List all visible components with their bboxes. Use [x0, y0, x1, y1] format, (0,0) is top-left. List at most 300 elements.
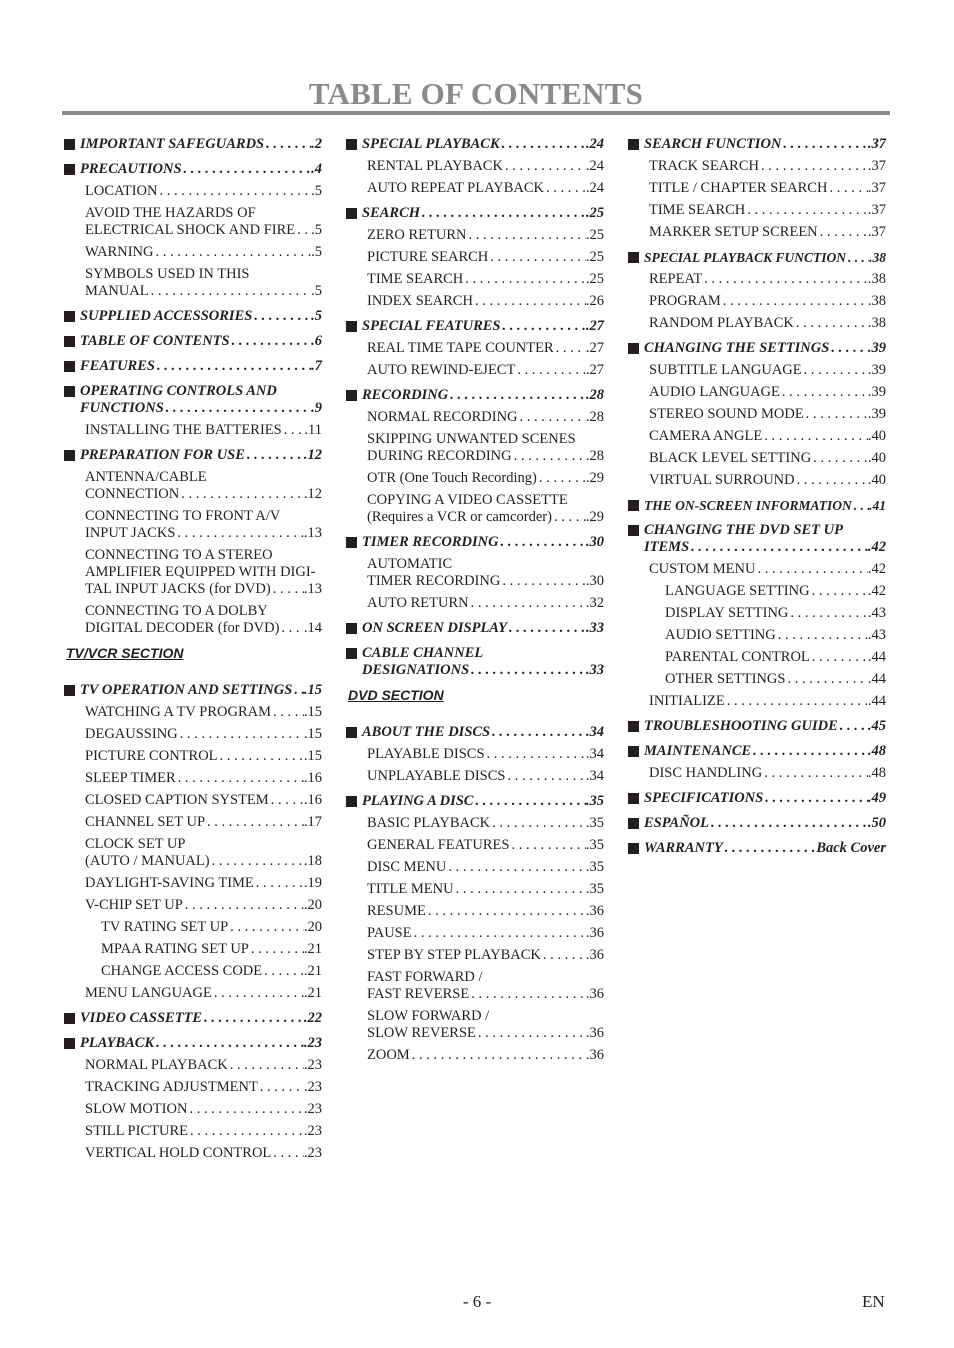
entry-line: [85, 814, 322, 831]
toc-sub-entry: [64, 547, 322, 598]
entry-title: ITEMS: [644, 539, 690, 555]
dot-leader: [500, 318, 585, 335]
toc-sub-entry: [628, 384, 886, 401]
entry-title: ESPAÑOL: [644, 815, 709, 831]
entry-title: SPECIFICATIONS: [644, 790, 764, 806]
entry-title: SLEEP TIMER: [85, 770, 176, 786]
dot-leader: [554, 340, 586, 357]
entry-page: .39: [867, 384, 886, 400]
entry-line: [85, 897, 322, 914]
dot-leader: [552, 509, 586, 526]
entry-title: TAL INPUT JACKS (for DVD): [85, 581, 271, 597]
entry-line: [85, 1079, 322, 1096]
entry-line: [649, 693, 886, 710]
toc-sub-entry: [346, 837, 604, 854]
dot-leader: [473, 293, 586, 310]
entry-line: [644, 249, 886, 266]
entry-line: [80, 308, 322, 325]
entry-title: TIME SEARCH: [367, 271, 464, 287]
entry-page: .20: [303, 897, 322, 913]
entry-line: [367, 249, 604, 266]
entry-title: MANUAL: [85, 283, 149, 299]
entry-line: [85, 704, 322, 721]
entry-page: .34: [585, 746, 604, 762]
toc-main-entry: [628, 249, 886, 266]
entry-title: (Requires a VCR or camcorder): [367, 509, 552, 525]
bullet-square-icon: [64, 1038, 75, 1049]
entry-page: .44: [867, 693, 886, 709]
entry-line: [367, 470, 604, 487]
toc-main-entry: [64, 1035, 322, 1052]
dot-leader: [827, 180, 867, 197]
dot-leader: [500, 136, 586, 153]
entry-page: .20: [303, 919, 322, 935]
toc-main-entry: [64, 308, 322, 325]
entry-title: RENTAL PLAYBACK: [367, 158, 503, 174]
entry-line: [80, 447, 322, 464]
toc-main-entry: [346, 645, 604, 679]
entry-title: CHANGING THE SETTINGS: [644, 340, 830, 356]
entry-title: DEGAUSSING: [85, 726, 178, 742]
toc-main-entry: [346, 793, 604, 810]
entry-line: [367, 947, 604, 964]
dot-leader: [544, 180, 586, 197]
entry-line: [85, 525, 322, 542]
bullet-square-icon: [628, 500, 639, 511]
toc-main-entry: [628, 136, 886, 153]
entry-page: .35: [585, 837, 604, 853]
entry-line: [367, 227, 604, 244]
entry-title: WARRANTY: [644, 840, 723, 856]
entry-title: TRACK SEARCH: [649, 158, 759, 174]
dot-leader: [153, 244, 311, 261]
page-title: TABLE OF CONTENTS: [308, 76, 644, 111]
bullet-square-icon: [64, 361, 75, 372]
dot-leader: [755, 561, 867, 578]
entry-line: [367, 815, 604, 832]
entry-text-line: FAST FORWARD /: [367, 969, 483, 985]
dot-leader: [182, 161, 312, 178]
toc-main-entry: [346, 318, 604, 335]
dot-leader: [818, 224, 868, 241]
dot-leader: [187, 1101, 303, 1118]
entry-title: TITLE MENU: [367, 881, 454, 897]
toc-sub-entry: [346, 158, 604, 175]
entry-title: NORMAL RECORDING: [367, 409, 518, 425]
entry-page: .38: [867, 293, 886, 309]
dot-leader: [781, 136, 867, 153]
entry-text-line: AUTOMATIC: [367, 556, 453, 572]
language-code: EN: [862, 1292, 885, 1311]
bullet-square-icon: [346, 390, 357, 401]
dot-leader: [446, 859, 586, 876]
entry-title: TIMER RECORDING: [362, 534, 499, 550]
bullet-square-icon: [346, 208, 357, 219]
entry-line: [80, 161, 322, 178]
entry-page: .32: [585, 595, 604, 611]
entry-title: SLOW MOTION: [85, 1101, 188, 1117]
entry-page: .34: [585, 768, 604, 784]
entry-line: [367, 271, 604, 288]
entry-title: MPAA RATING SET UP: [101, 941, 249, 957]
toc-sub-entry: [64, 836, 322, 870]
bullet-square-icon: [346, 648, 357, 659]
entry-line: [367, 293, 604, 310]
entry-line: [644, 718, 886, 735]
entry-page: .28: [585, 409, 604, 425]
bullet-square-icon: [628, 252, 639, 263]
entry-page: Back Cover: [816, 840, 886, 856]
entry-title: ABOUT THE DISCS: [362, 724, 491, 740]
toc-sub-entry: [64, 919, 322, 936]
entry-title: SUBTITLE LANGUAGE: [649, 362, 802, 378]
toc-sub-entry: [64, 963, 322, 980]
entry-title: PICTURE SEARCH: [367, 249, 489, 265]
entry-line: [367, 573, 604, 590]
entry-line: [649, 472, 886, 489]
entry-page: .17: [303, 814, 322, 830]
section-heading: DVD SECTION: [348, 687, 444, 703]
dot-leader: [776, 627, 868, 644]
dot-leader: [469, 662, 586, 679]
entry-title: OTR (One Touch Recording): [367, 470, 537, 486]
entry-line: [362, 620, 604, 637]
dot-leader: [228, 1057, 304, 1074]
entry-title: OTHER SETTINGS: [665, 671, 786, 687]
dot-leader: [271, 581, 304, 598]
entry-page: .36: [585, 1047, 604, 1063]
entry-text-line: SLOW FORWARD /: [367, 1008, 490, 1024]
dot-leader: [164, 400, 311, 417]
entry-line: [644, 497, 886, 514]
entry-title: RECORDING: [362, 387, 449, 403]
toc-sub-entry: [64, 748, 322, 765]
toc-sub-entry: [64, 726, 322, 743]
dot-leader: [745, 202, 868, 219]
entry-title: PARENTAL CONTROL: [665, 649, 810, 665]
entry-line: [367, 595, 604, 612]
entry-page: .34: [585, 724, 604, 740]
toc-main-entry: [628, 522, 886, 556]
entry-line: [85, 620, 322, 637]
title-rule: [62, 111, 890, 115]
entry-page: .40: [867, 428, 886, 444]
entry-line: [362, 387, 604, 404]
toc-sub-entry: [64, 183, 322, 200]
entry-title: CUSTOM MENU: [649, 561, 756, 577]
entry-page: .12: [303, 447, 322, 463]
section-heading: TV/VCR SECTION: [66, 645, 184, 661]
entry-page: .38: [867, 315, 886, 331]
dot-leader: [810, 583, 868, 600]
entry-page: .48: [867, 765, 886, 781]
entry-line: [85, 222, 322, 239]
entry-page: .7: [311, 358, 322, 374]
toc-main-entry: [628, 790, 886, 807]
entry-line: [80, 400, 322, 417]
dot-leader: [155, 358, 311, 375]
entry-page: .23: [303, 1145, 322, 1161]
dot-leader: [500, 573, 586, 590]
entry-title: INDEX SEARCH: [367, 293, 473, 309]
toc-column-2: [346, 128, 604, 1069]
bullet-square-icon: [64, 450, 75, 461]
dot-leader: [271, 1145, 304, 1162]
entry-title: PLAYABLE DISCS: [367, 746, 485, 762]
entry-text-line: CONNECTING TO A DOLBY: [85, 603, 268, 619]
dot-leader: [702, 271, 868, 288]
entry-title: TV RATING SET UP: [101, 919, 229, 935]
entry-page: .27: [585, 318, 604, 334]
entry-line: [665, 605, 886, 622]
entry-title: TROUBLESHOOTING GUIDE: [644, 718, 838, 734]
entry-title: PREPARATION FOR USE: [80, 447, 245, 463]
dot-leader: [292, 682, 304, 699]
toc-sub-entry: [628, 693, 886, 710]
entry-line: [665, 583, 886, 600]
toc-sub-entry: [64, 985, 322, 1002]
bullet-square-icon: [346, 139, 357, 150]
bullet-square-icon: [346, 727, 357, 738]
toc-sub-entry: [64, 603, 322, 637]
bullet-square-icon: [64, 386, 75, 397]
entry-page: .5: [311, 308, 322, 324]
entry-title: SLOW REVERSE: [367, 1025, 476, 1041]
entry-page: .39: [867, 362, 886, 378]
entry-line: [649, 428, 886, 445]
dot-leader: [228, 919, 304, 936]
entry-title: TITLE / CHAPTER SEARCH: [649, 180, 828, 196]
entry-page: .22: [303, 1010, 322, 1026]
entry-title: FUNCTIONS: [80, 400, 164, 416]
bullet-square-icon: [628, 525, 639, 536]
entry-title: FEATURES: [80, 358, 155, 374]
entry-page: .36: [585, 903, 604, 919]
entry-page: .24: [585, 158, 604, 174]
entry-page: .36: [585, 947, 604, 963]
entry-text-line: CONNECTING TO A STEREO: [85, 547, 273, 563]
dot-leader: [412, 925, 586, 942]
entry-page: .39: [867, 406, 886, 422]
entry-title: CONNECTION: [85, 486, 180, 502]
toc-column-3: [628, 128, 886, 862]
toc-main-entry: [346, 205, 604, 222]
entry-title: AUTO REPEAT PLAYBACK: [367, 180, 544, 196]
entry-line: [649, 158, 886, 175]
entry-title: INPUT JACKS: [85, 525, 176, 541]
entry-line: [85, 581, 322, 598]
dot-leader: [245, 447, 304, 464]
entry-title: DISPLAY SETTING: [665, 605, 789, 621]
entry-line: [85, 853, 322, 870]
dot-leader: [518, 409, 586, 426]
dot-leader: [689, 539, 868, 556]
toc-sub-entry: [346, 431, 604, 465]
toc-main-entry: [64, 136, 322, 153]
entry-page: .18: [303, 853, 322, 869]
entry-title: ZERO RETURN: [367, 227, 467, 243]
dot-leader: [512, 448, 586, 465]
entry-title: SPECIAL PLAYBACK FUNCTION: [644, 250, 847, 265]
toc-sub-entry: [628, 765, 886, 782]
dot-leader: [763, 790, 868, 807]
toc-sub-entry: [346, 903, 604, 920]
entry-line: [85, 726, 322, 743]
entry-title: DESIGNATIONS: [362, 662, 470, 678]
entry-page: .25: [585, 249, 604, 265]
entry-line: [649, 180, 886, 197]
entry-title: TRACKING ADJUSTMENT: [85, 1079, 258, 1095]
dot-leader: [785, 671, 867, 688]
entry-text-line: CLOCK SET UP: [85, 836, 186, 852]
entry-page: .21: [303, 941, 322, 957]
entry-page: .6: [311, 333, 322, 349]
bullet-square-icon: [346, 321, 357, 332]
dot-leader: [463, 271, 586, 288]
entry-page: .23: [303, 1057, 322, 1073]
entry-page: .5: [311, 183, 322, 199]
bullet-square-icon: [628, 818, 639, 829]
entry-page: .21: [303, 963, 322, 979]
dot-leader: [254, 875, 304, 892]
entry-text-line: CHANGING THE DVD SET UP: [644, 522, 843, 538]
entry-line: [367, 837, 604, 854]
entry-line: [367, 881, 604, 898]
toc-sub-entry: [346, 881, 604, 898]
entry-line: [649, 384, 886, 401]
entry-page: .43: [867, 605, 886, 621]
entry-line: [80, 333, 322, 350]
dot-leader: [205, 814, 304, 831]
entry-page: .42: [867, 561, 886, 577]
entry-title: V-CHIP SET UP: [85, 897, 183, 913]
dot-leader: [469, 986, 586, 1003]
dot-leader: [795, 472, 868, 489]
entry-line: [367, 448, 604, 465]
dot-leader: [295, 222, 311, 239]
entry-title: PICTURE CONTROL: [85, 748, 218, 764]
entry-page: .12: [303, 486, 322, 502]
dot-leader: [426, 903, 586, 920]
toc-sub-entry: [346, 768, 604, 785]
entry-title: VIRTUAL SURROUND: [649, 472, 795, 488]
entry-line: [362, 534, 604, 551]
entry-text-line: COPYING A VIDEO CASSETTE: [367, 492, 568, 508]
bullet-square-icon: [346, 796, 357, 807]
toc-sub-entry: [346, 815, 604, 832]
bullet-square-icon: [64, 1013, 75, 1024]
entry-page: .25: [585, 227, 604, 243]
toc-sub-entry: [628, 583, 886, 600]
entry-title: GENERAL FEATURES: [367, 837, 510, 853]
entry-title: PAUSE: [367, 925, 412, 941]
entry-page: .36: [585, 986, 604, 1002]
entry-title: PLAYING A DISC: [362, 793, 474, 809]
entry-page: .4: [311, 161, 322, 177]
entry-title: TIMER RECORDING: [367, 573, 501, 589]
toc-sub-entry: [64, 875, 322, 892]
entry-page: .11: [304, 422, 322, 438]
entry-text-line: CABLE CHANNEL: [362, 645, 484, 661]
dot-leader: [515, 362, 586, 379]
entry-line: [649, 561, 886, 578]
entry-page: .44: [867, 671, 886, 687]
entry-title: TIME SEARCH: [649, 202, 746, 218]
entry-line: [80, 1035, 322, 1052]
entry-title: PROGRAM: [649, 293, 721, 309]
entry-line: [644, 790, 886, 807]
entry-page: .24: [585, 136, 604, 152]
entry-page: .37: [867, 202, 886, 218]
entry-page: .30: [585, 534, 604, 550]
entry-page: .13: [303, 525, 322, 541]
toc-sub-entry: [628, 428, 886, 445]
bullet-square-icon: [628, 721, 639, 732]
dot-leader: [420, 205, 586, 222]
dot-leader: [838, 718, 868, 735]
toc-sub-entry: [346, 556, 604, 590]
toc-sub-entry: [628, 202, 886, 219]
entry-line: [367, 158, 604, 175]
entry-page: .42: [867, 539, 886, 555]
entry-title: RANDOM PLAYBACK: [649, 315, 794, 331]
entry-page: .40: [867, 450, 886, 466]
toc-sub-entry: [628, 315, 886, 332]
entry-page: .37: [867, 136, 886, 152]
dot-leader: [262, 963, 304, 980]
entry-text-line: SYMBOLS USED IN THIS: [85, 266, 250, 282]
entry-page: .45: [867, 718, 886, 734]
bullet-square-icon: [346, 537, 357, 548]
dot-leader: [751, 743, 868, 760]
entry-page: .41: [869, 498, 886, 513]
toc-sub-entry: [628, 561, 886, 578]
entry-title: ZOOM: [367, 1047, 410, 1063]
entry-title: VIDEO CASSETTE: [80, 1010, 203, 1026]
entry-text-line: OPERATING CONTROLS AND: [80, 383, 277, 399]
entry-title: DIGITAL DECODER (for DVD): [85, 620, 280, 636]
entry-title: STILL PICTURE: [85, 1123, 188, 1139]
entry-page: .37: [867, 224, 886, 240]
toc-sub-entry: [346, 227, 604, 244]
entry-line: [362, 318, 604, 335]
entry-line: [644, 539, 886, 556]
dot-leader: [252, 308, 311, 325]
entry-title: AUTO RETURN: [367, 595, 469, 611]
toc-sub-entry: [64, 1057, 322, 1074]
entry-page: .49: [867, 790, 886, 806]
dot-leader: [264, 136, 311, 153]
toc-sub-entry: [346, 470, 604, 487]
toc-sub-entry: [64, 792, 322, 809]
entry-line: [80, 682, 322, 699]
toc-sub-entry: [64, 941, 322, 958]
entry-title: WATCHING A TV PROGRAM: [85, 704, 271, 720]
toc-sub-entry: [346, 746, 604, 763]
entry-line: [665, 671, 886, 688]
entry-title: LANGUAGE SETTING: [665, 583, 810, 599]
entry-line: [367, 925, 604, 942]
toc-sub-entry: [346, 409, 604, 426]
entry-line: [367, 409, 604, 426]
toc-sub-entry: [346, 859, 604, 876]
toc-main-entry: [64, 1010, 322, 1027]
dot-leader: [488, 249, 586, 266]
toc-sub-entry: [628, 649, 886, 666]
entry-title: INITIALIZE: [649, 693, 725, 709]
toc-main-entry: [64, 358, 322, 375]
toc-main-entry: [346, 724, 604, 741]
